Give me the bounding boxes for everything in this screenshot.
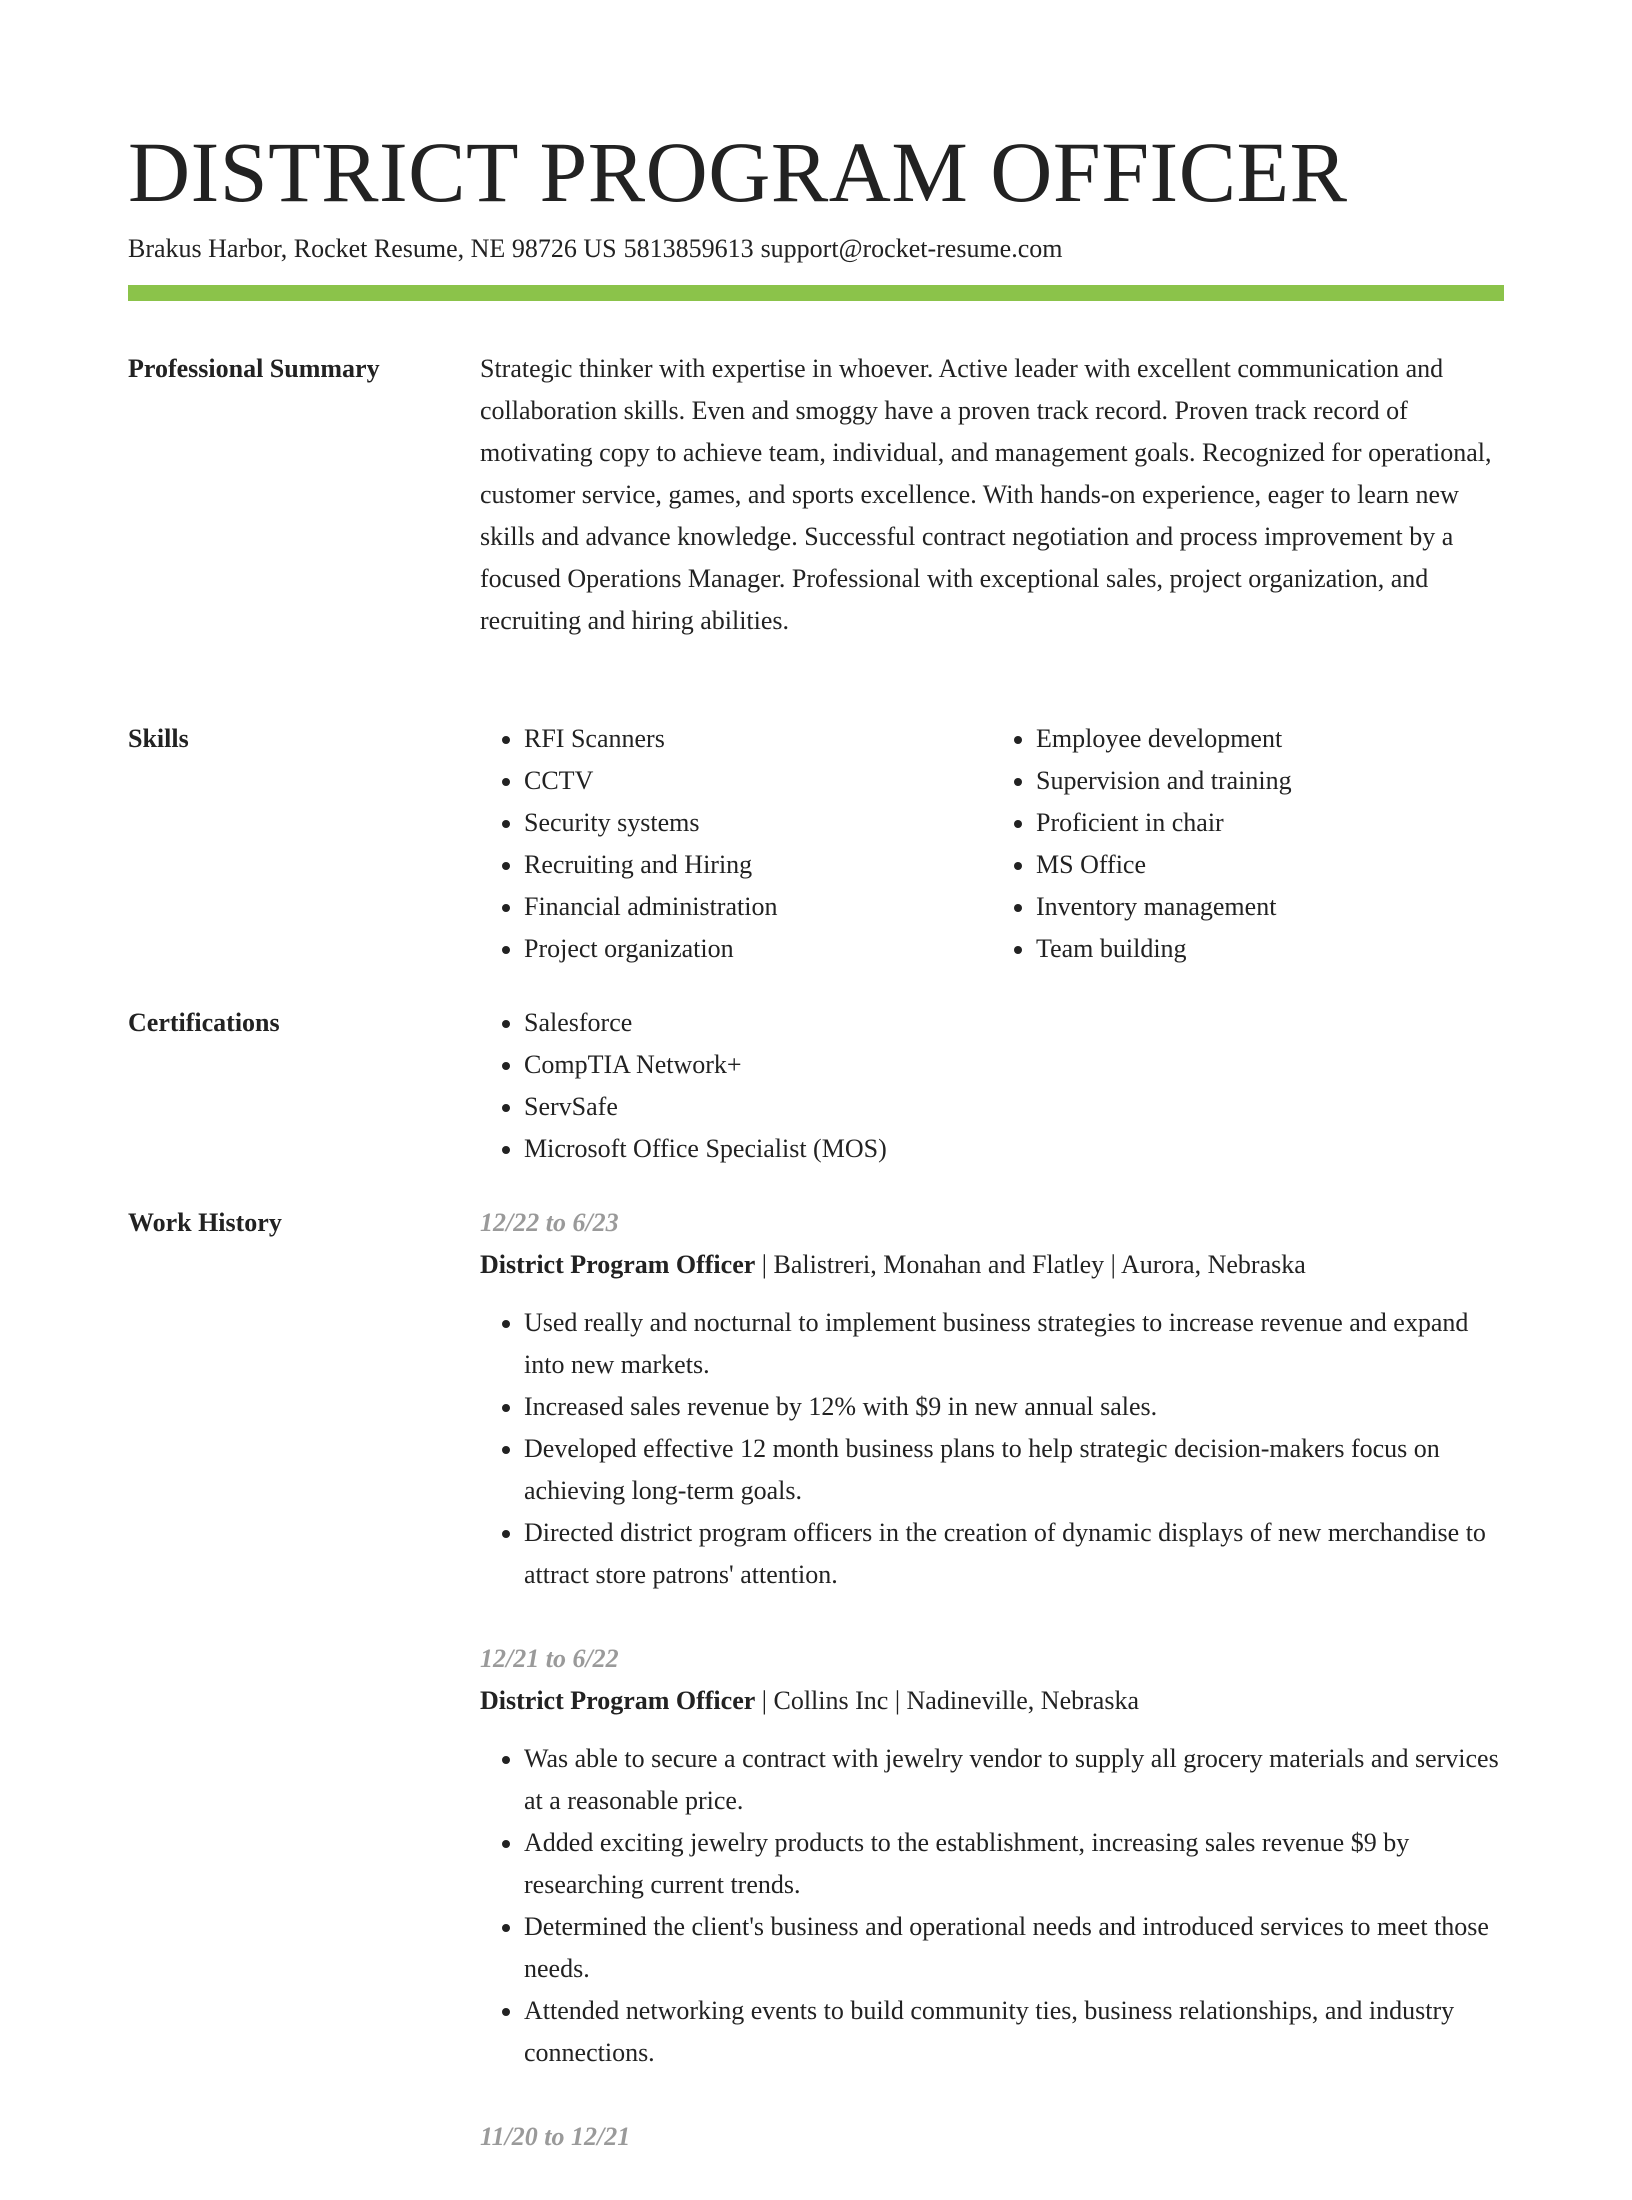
job-details: | Balistreri, Monahan and Flatley | Aurora, Nebraska [755, 1250, 1306, 1279]
skill-item: • Proficient in chair [1036, 802, 1504, 844]
summary-text: Strategic thinker with expertise in whoever. Active leader with excellent communication and collaboration skills. Even and smoggy have a proven track record. Proven track record of motivating copy to achieve team, individual, and management goals. Recognized for operational, customer service, games, and sports excellence. With hands-on experience, eager to learn new skills and advance knowledge. Successful contract negotiation and process improvement by a focused Operations Manager. Professional with exceptional sales, project organization, and recruiting and hiring abilities. [480, 354, 1492, 635]
section-title-certifications: Certifications [128, 1008, 280, 1037]
job-bullet: • Directed district program officers in the creation of dynamic displays of new merchandise to attract store patrons' attention. [524, 1512, 1504, 1596]
job-bullets [480, 1302, 1504, 1596]
candidate-name: DISTRICT PROGRAM OFFICER [128, 124, 1348, 220]
job-bullet: • Determined the client's business and operational needs and introduced services to meet those needs. [524, 1906, 1504, 1990]
contact-line [128, 232, 1062, 266]
job-bullet: • Added exciting jewelry products to the establishment, increasing sales revenue $9 by researching current trends. [524, 1822, 1504, 1906]
certifications-list [480, 1002, 1504, 1170]
job-details: | Collins Inc | Nadineville, Nebraska [755, 1686, 1139, 1715]
skill-item: • CCTV [524, 760, 992, 802]
section-title-summary: Professional Summary [128, 354, 380, 383]
certification-item: • CompTIA Network+ [524, 1044, 1504, 1086]
skill-item: • MS Office [1036, 844, 1504, 886]
job-heading [480, 1680, 1504, 1722]
job-dates: 11/20 to 12/21 [480, 2122, 631, 2151]
contact-phone: 5813859613 [623, 234, 754, 263]
skill-item: • Inventory management [1036, 886, 1504, 928]
skill-item: • Project organization [524, 928, 992, 970]
skill-item: • Recruiting and Hiring [524, 844, 992, 886]
job-bullet: • Was able to secure a contract with jewelry vendor to supply all grocery materials and services at a reasonable price. [524, 1738, 1504, 1822]
job-title: District Program Officer [480, 1250, 756, 1279]
certification-item: • Microsoft Office Specialist (MOS) [524, 1128, 1504, 1170]
skills-body [480, 718, 1504, 970]
section-title-work-history: Work History [128, 1208, 282, 1237]
section-title-skills: Skills [128, 724, 189, 753]
summary-body [480, 348, 1504, 642]
job-entry [480, 1202, 1504, 1596]
skills-grid [480, 718, 1504, 970]
job-bullets [480, 1738, 1504, 2074]
job-bullet: • Increased sales revenue by 12% with $9 in new annual sales. [524, 1386, 1504, 1428]
contact-email[interactable]: support@rocket-resume.com [760, 234, 1063, 263]
header-divider [128, 285, 1504, 301]
skills-column-left [480, 718, 992, 970]
job-entry [480, 2116, 1504, 2158]
job-dates: 12/22 to 6/23 [480, 1208, 619, 1237]
job-bullet: • Used really and nocturnal to implement business strategies to increase revenue and expand into new markets. [524, 1302, 1504, 1386]
skill-item: • Supervision and training [1036, 760, 1504, 802]
job-entry [480, 1638, 1504, 2074]
job-dates: 12/21 to 6/22 [480, 1644, 619, 1673]
skill-item: • Employee development [1036, 718, 1504, 760]
job-bullet: • Developed effective 12 month business plans to help strategic decision-makers focus on achieving long-term goals. [524, 1428, 1504, 1512]
skill-item: • RFI Scanners [524, 718, 992, 760]
contact-address: Brakus Harbor, Rocket Resume, NE 98726 US [128, 234, 617, 263]
certification-item: • ServSafe [524, 1086, 1504, 1128]
skill-item: • Team building [1036, 928, 1504, 970]
skill-item: • Financial administration [524, 886, 992, 928]
job-heading [480, 1244, 1504, 1286]
job-title: District Program Officer [480, 1686, 756, 1715]
job-bullet: • Attended networking events to build community ties, business relationships, and industry connections. [524, 1990, 1504, 2074]
work-history-body [480, 1202, 1504, 2200]
skills-column-right [992, 718, 1504, 970]
skill-item: • Security systems [524, 802, 992, 844]
certifications-body [480, 1002, 1504, 1170]
certification-item: • Salesforce [524, 1002, 1504, 1044]
